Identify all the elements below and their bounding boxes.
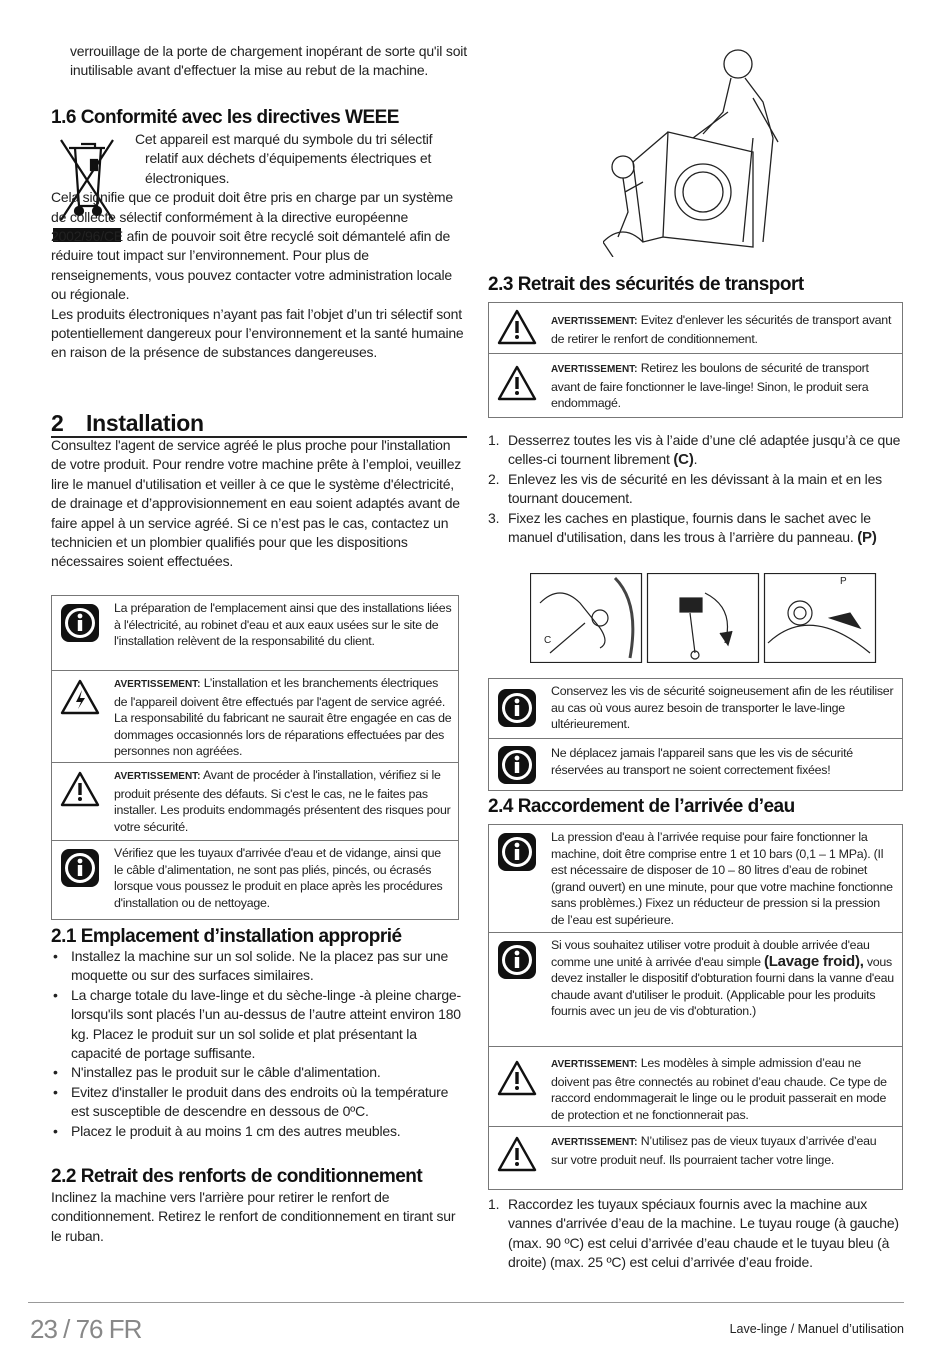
installation-intro: Consultez l'agent de service agréé le plus proche pour l'installation de votre produit. Pour rendre votre machine prête à l’emploi, veuillez lire le manuel d'utilisation et veiller à ce que le système d'électricité, de drainage et d’approvisionnement en eau soient adaptés avant de faire appel à un service agréé. Si ce n’est pas le cas, contactez un technicien et un plombier qualifiés pour que les dispositions nécessaires soient effectuées. xyxy=(51,437,462,570)
water-notices xyxy=(488,824,903,1190)
notice-row xyxy=(489,303,902,354)
notice-text: La pression d'eau à l’arrivée requise pour faire fonctionner la machine, doit être comprise entre 1 et 10 bars (0,1 – 1 MPa). (Il est nécessaire de disposer de 10 – 80 litres d’eau de robinet (grand ouvert) en une minute, pour que votre machine fonctionne sans problèmes.) Fixez un réducteur de pression si la pression de l’eau est supérieure. xyxy=(551,830,893,927)
water-steps xyxy=(488,1195,904,1273)
notice-text: La préparation de l'emplacement ainsi que des installations liées à l'électricité, au robinet d'eau et aux eaux usées sur le site de l'installation relèvent de la responsabilité du client. xyxy=(114,601,452,649)
info-icon xyxy=(60,603,100,643)
notice-text: Conservez les vis de sécurité soigneusement afin de les réutiliser au cas où vous aurez besoin de transporter le lave-linge ultérieurement. xyxy=(551,684,894,732)
info-icon xyxy=(497,940,537,980)
notice-text xyxy=(545,933,902,1046)
packaging-heading: 2.2 Retrait des renforts de conditionnement xyxy=(51,1166,423,1187)
tilting-machine-illustration xyxy=(603,42,903,257)
step-after: . xyxy=(693,451,698,468)
list-item xyxy=(488,431,904,470)
warning-icon xyxy=(496,1059,538,1097)
transport-heading: 2.3 Retrait des sécurités de transport xyxy=(488,274,804,295)
warning-label: AVERTISSEMENT: xyxy=(551,1059,638,1070)
transport-steps xyxy=(488,431,904,547)
weee-text xyxy=(51,130,467,363)
warning-icon xyxy=(496,308,538,346)
info-icon xyxy=(60,848,100,888)
notice-row xyxy=(52,671,458,763)
placement-heading: 2.1 Emplacement d’installation approprié xyxy=(51,926,402,947)
notice-row xyxy=(489,1127,902,1189)
chapter-title: Installation xyxy=(86,410,204,436)
notice-row xyxy=(489,933,902,1047)
warning-text: Retirez les boulons de sécurité de transport avant de faire fonctionner le lave-linge! Sinon, le produit sera endommagé. xyxy=(551,361,869,411)
transport-info-notices xyxy=(488,678,903,791)
notice-text xyxy=(545,1047,902,1126)
chapter-number: 2 xyxy=(51,410,64,436)
water-heading: 2.4 Raccordement de l’arrivée d’eau xyxy=(488,796,795,817)
footer-divider xyxy=(28,1302,904,1303)
step-number: 3. xyxy=(488,509,500,526)
intro-continuation: verrouillage de la porte de chargement inopérant de sorte qu'il soit inutilisable avant d'effectuer la mise au rebut de la machine. xyxy=(70,43,467,79)
info-icon xyxy=(497,688,537,728)
figure-label-p: P xyxy=(840,576,847,587)
step-number: 1. xyxy=(488,432,500,448)
info-icon xyxy=(497,745,537,785)
warning-text: Les modèles à simple admission d’eau ne doivent pas être connectés au robinet d’eau chaude. Ce type de raccord endommagerait le linge ou le produit passerait en mode de protection et ne fonctionnerait pas. xyxy=(551,1056,887,1122)
list-item: • Installez la machine sur un sol solide. Ne la placez pas sur une moquette ou sur des surfaces similaires. xyxy=(51,947,467,986)
weee-p1: Cet appareil est marqué du symbole du tri sélectif relatif aux déchets d’équipements électriques et électroniques. xyxy=(135,131,433,186)
notice-text-b: vous devez installer le dispositif d'obturation fourni dans la vanne d'eau chaude avant d'utiliser le produit. (Applicable pour les produits fournis avec un jeu de vis d'obturation.) xyxy=(551,954,894,1019)
notice-text: Ne déplacez jamais l'appareil sans que les vis de sécurité réservées au transport ne soient correctement fixées! xyxy=(551,746,853,777)
list-item: • La charge totale du lave-linge et du sèche-linge -à pleine charge- lorsqu'ils sont placés l’un au-dessus de l’autre atteint environ 180 kg. Placez le produit sur un sol solide et plat présentant la capacité de portage suffisante. xyxy=(51,986,467,1064)
notice-row xyxy=(489,825,902,933)
notice-row xyxy=(489,354,902,417)
notice-row xyxy=(489,739,902,790)
notice-row xyxy=(52,763,458,841)
step-number: 2. xyxy=(488,470,500,487)
notice-text xyxy=(108,671,458,762)
warning-icon xyxy=(59,770,101,808)
step-text: Fixez les caches en plastique, fournis dans le sachet avec le manuel d'utilisation, dans les trous à l’arrière du panneau. xyxy=(508,509,871,546)
step-number: 1. xyxy=(488,1196,500,1212)
electric-warning-icon xyxy=(59,678,101,716)
weee-p3: Les produits électroniques n’ayant pas fait l’objet d’un tri sélectif sont potentiellement dangereux pour l’environnement et la santé humaine en raison de la présence de substances dangereuses. xyxy=(51,305,464,361)
list-item: • Placez le produit à au moins 1 cm des autres meubles. xyxy=(51,1122,467,1141)
warning-icon xyxy=(496,1135,538,1173)
warning-label: AVERTISSEMENT: xyxy=(114,679,201,690)
list-item: • N'installez pas le produit sur le câble d'alimentation. xyxy=(51,1063,467,1082)
list-item xyxy=(488,470,904,509)
notice-text xyxy=(108,763,458,840)
warning-text: L’installation et les branchements électriques de l'appareil doivent être effectués par l'agent de service agréé. La responsabilité du fabricant ne saurait être engagée en cas de dommages occasionnés lors de réparations effectuées par des personnes non agréées. xyxy=(114,676,452,759)
info-icon xyxy=(497,832,537,872)
warning-text: Evitez d'enlever les sécurités de transport avant de retirer le renfort de conditionnement. xyxy=(551,313,892,346)
notice-text xyxy=(545,303,902,353)
list-item xyxy=(488,509,904,548)
step-ref: (C) xyxy=(673,451,694,469)
notice-row xyxy=(52,841,458,919)
footer-title: Lave-linge / Manuel d’utilisation xyxy=(729,1322,904,1336)
weee-p2: Cela signifie que ce produit doit être pris en charge par un système de collecte sélectif conformément à la directive européenne 2002/96/CE afin de pouvoir soit être recyclé soit démantelé afin de réduire tout impact sur l’environnement. Pour plus de renseignements, vous pouvez contacter votre administration locale ou régionale. xyxy=(51,189,453,303)
warning-icon xyxy=(496,364,538,402)
transport-figures xyxy=(530,573,888,663)
figure-label-c: C xyxy=(544,635,552,646)
notice-text: Vérifiez que les tuyaux d'arrivée d'eau et de vidange, ainsi que le câble d’alimentation, ne sont pas pliés, pincés, ou écrasés lorsque vous poussez le produit en place après les procédures d'installation ou de nettoyage. xyxy=(114,846,443,910)
step-ref: (P) xyxy=(857,529,877,547)
notice-row xyxy=(489,1047,902,1127)
installation-notices xyxy=(51,595,459,920)
weee-heading: 1.6 Conformité avec les directives WEEE xyxy=(51,107,399,128)
notice-row xyxy=(489,679,902,739)
page-number: 23 / 76 FR xyxy=(30,1314,142,1344)
notice-text-a: Si vous souhaitez utiliser votre produit à double arrivée d'eau comme une unité à arrivée d'eau simple xyxy=(551,938,870,969)
packaging-text: Inclinez la machine vers l'arrière pour retirer le renfort de conditionnement. Retirez le renfort de conditionnement en tirant sur le ruban. xyxy=(51,1189,456,1244)
notice-ref: (Lavage froid), xyxy=(764,952,864,970)
step-text: Enlevez les vis de sécurité en les dévissant à la main et en les tournant doucement. xyxy=(508,470,882,507)
list-item: • Evitez d'installer le produit dans des endroits où la température est susceptible de descendre en dessous de 0ºC. xyxy=(51,1083,467,1122)
warning-label: AVERTISSEMENT: xyxy=(551,1137,638,1148)
placement-list xyxy=(51,947,467,1141)
notice-text xyxy=(545,1127,902,1189)
warning-label: AVERTISSEMENT: xyxy=(114,771,201,782)
step-text: Desserrez toutes les vis à l’aide d’une clé adaptée jusqu’à ce que celles-ci tournent librement xyxy=(508,432,901,468)
installation-heading xyxy=(51,410,467,438)
notice-text xyxy=(545,354,902,417)
transport-notices xyxy=(488,302,903,418)
warning-text: Avant de procéder à l'installation, vérifiez si le produit présente des défauts. Si c'est le cas, ne le faites pas installer. Les produits endommagés présentent des risques pour votre sécurité. xyxy=(114,768,451,834)
list-item xyxy=(488,1195,904,1273)
warning-label: AVERTISSEMENT: xyxy=(551,316,638,327)
warning-text: N’utilisez pas de vieux tuyaux d’arrivée d’eau sur votre produit neuf. Ils pourraient tacher votre linge. xyxy=(551,1134,877,1167)
warning-label: AVERTISSEMENT: xyxy=(551,364,638,375)
step-text: Raccordez les tuyaux spéciaux fournis avec la machine aux vannes d'arrivée d’eau de la machine. Le tuyau rouge (à gauche) (max. 90 ºC) est celui d’arrivée d’eau chaude et le tuyau bleu (à droite) (max. 25 ºC) est celui d’arrivée d’eau froide. xyxy=(508,1196,899,1271)
notice-row xyxy=(52,596,458,671)
